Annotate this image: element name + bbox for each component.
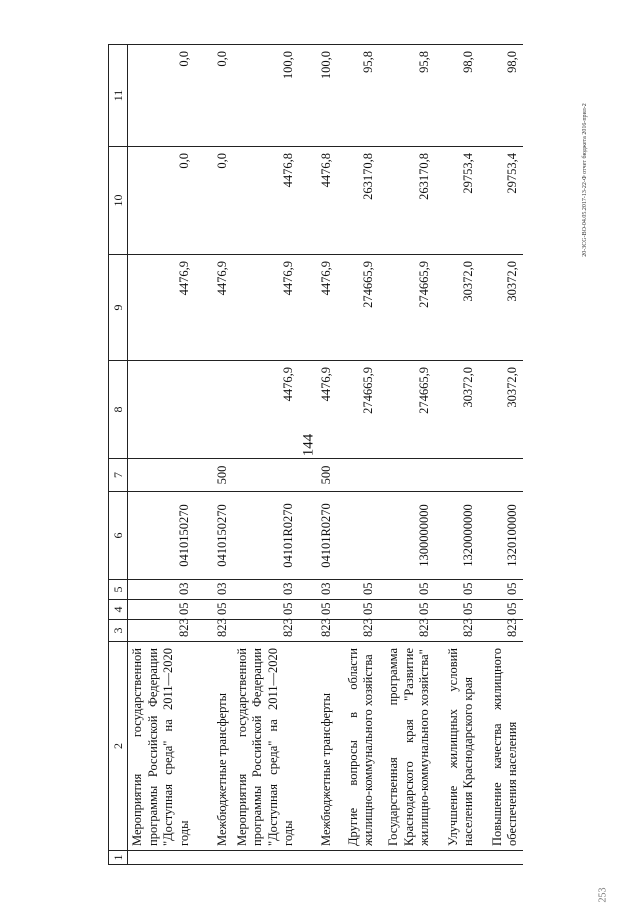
row-value-cell: 823 — [379, 620, 435, 642]
row-value-cell: 05 — [299, 600, 337, 620]
col-header: 6 — [109, 492, 128, 580]
row-value-cell — [195, 361, 233, 459]
col-header: 3 — [109, 620, 128, 642]
row-value-cell: 4476,8 — [233, 147, 300, 255]
col-header: 11 — [109, 45, 128, 147]
row-value-cell: 4476,8 — [299, 147, 337, 255]
row-value-cell: 05 — [379, 600, 435, 620]
row-value-cell — [128, 851, 195, 865]
row-value-cell: 1320000000 — [435, 492, 479, 580]
budget-table — [108, 44, 523, 865]
row-value-cell — [195, 851, 233, 865]
col-header: 2 — [109, 642, 128, 851]
row-value-cell: 0,0 — [128, 147, 195, 255]
row-value-cell: 98,0 — [479, 45, 523, 147]
budget-table-rotated — [108, 45, 532, 865]
row-value-cell — [128, 361, 195, 459]
row-value-cell — [479, 459, 523, 492]
row-value-cell: 03 — [128, 580, 195, 600]
table-row — [128, 45, 195, 865]
table-header — [109, 45, 128, 865]
row-value-cell: 05 — [233, 600, 300, 620]
row-value-cell: 05 — [128, 600, 195, 620]
page-number: 144 — [300, 433, 317, 457]
row-value-cell: 4476,9 — [233, 361, 300, 459]
row-value-cell: 500 — [299, 459, 337, 492]
sheet-number: 253 — [597, 887, 609, 903]
row-value-cell — [435, 459, 479, 492]
row-value-cell — [233, 459, 300, 492]
row-value-cell: 274665,9 — [337, 361, 379, 459]
col-header: 8 — [109, 361, 128, 459]
row-value-cell — [479, 851, 523, 865]
row-value-cell: 500 — [195, 459, 233, 492]
col-header: 10 — [109, 147, 128, 255]
row-value-cell: 4476,9 — [128, 255, 195, 361]
row-name-cell: Межбюджетные трансферты — [195, 642, 233, 851]
row-name-cell: Улучшение жилищных условий населения Краснодарского края — [435, 642, 479, 851]
row-value-cell: 823 — [233, 620, 300, 642]
row-value-cell: 823 — [479, 620, 523, 642]
row-value-cell: 4476,9 — [299, 361, 337, 459]
row-value-cell — [299, 851, 337, 865]
row-value-cell: 29753,4 — [435, 147, 479, 255]
row-value-cell: 30372,0 — [479, 255, 523, 361]
row-value-cell: 823 — [128, 620, 195, 642]
row-value-cell: 05 — [479, 580, 523, 600]
row-value-cell — [128, 459, 195, 492]
row-value-cell — [379, 459, 435, 492]
table-row — [233, 45, 300, 865]
row-value-cell: 95,8 — [337, 45, 379, 147]
row-value-cell: 30372,0 — [435, 255, 479, 361]
table-row — [379, 45, 435, 865]
table-row — [435, 45, 479, 865]
row-name-cell: Мероприятия государственной программы Российской Федерации "Доступная среда" на 2011—2020 годы — [233, 642, 300, 851]
row-value-cell: 98,0 — [435, 45, 479, 147]
col-header: 9 — [109, 255, 128, 361]
row-value-cell: 03 — [195, 580, 233, 600]
row-value-cell: 263170,8 — [337, 147, 379, 255]
row-value-cell: 05 — [479, 600, 523, 620]
table-body — [128, 45, 524, 865]
col-header: 1 — [109, 851, 128, 865]
row-value-cell: 29753,4 — [479, 147, 523, 255]
row-value-cell: 823 — [435, 620, 479, 642]
row-value-cell: 100,0 — [233, 45, 300, 147]
row-value-cell: 0410150270 — [128, 492, 195, 580]
table-row — [479, 45, 523, 865]
row-value-cell: 263170,8 — [379, 147, 435, 255]
row-value-cell: 823 — [299, 620, 337, 642]
row-value-cell: 0,0 — [195, 147, 233, 255]
row-value-cell: 30372,0 — [479, 361, 523, 459]
row-value-cell — [233, 851, 300, 865]
row-value-cell — [337, 851, 379, 865]
row-value-cell — [337, 492, 379, 580]
row-value-cell: 05 — [435, 600, 479, 620]
row-value-cell: 4476,9 — [299, 255, 337, 361]
row-value-cell: 274665,9 — [337, 255, 379, 361]
row-value-cell: 274665,9 — [379, 255, 435, 361]
row-value-cell: 04101R0270 — [233, 492, 300, 580]
row-value-cell: 0,0 — [128, 45, 195, 147]
row-name-cell: Межбюджетные трансферты — [299, 642, 337, 851]
col-header: 7 — [109, 459, 128, 492]
row-value-cell: 823 — [195, 620, 233, 642]
row-value-cell — [337, 459, 379, 492]
row-value-cell: 05 — [435, 580, 479, 600]
table-row — [195, 45, 233, 865]
row-value-cell: 4476,9 — [233, 255, 300, 361]
col-header: 5 — [109, 580, 128, 600]
row-value-cell: 823 — [337, 620, 379, 642]
row-name-cell: Повышение качества жилищного обеспечения населения — [479, 642, 523, 851]
table-row — [299, 45, 337, 865]
row-value-cell: 1320100000 — [479, 492, 523, 580]
row-value-cell: 100,0 — [299, 45, 337, 147]
row-value-cell: 03 — [233, 580, 300, 600]
footer-code: 20-3CG-BO-04.05.2017-13-22-Ф отчет бюджета 2016-прил-2 — [582, 103, 588, 257]
row-value-cell — [435, 851, 479, 865]
row-value-cell: 05 — [379, 580, 435, 600]
row-value-cell: 04101R0270 — [299, 492, 337, 580]
row-name-cell: Другие вопросы в области жилищно-коммунального хозяйства — [337, 642, 379, 851]
row-value-cell: 05 — [195, 600, 233, 620]
row-value-cell: 03 — [299, 580, 337, 600]
row-name-cell: Мероприятия государственной программы Российской Федерации "Доступная среда" на 2011—2020 годы — [128, 642, 195, 851]
row-value-cell: 30372,0 — [435, 361, 479, 459]
row-value-cell — [379, 851, 435, 865]
table-row — [337, 45, 379, 865]
row-value-cell: 05 — [337, 580, 379, 600]
row-name-cell: Государственная программа Краснодарского края "Развитие жилищно-коммунального хозяйства" — [379, 642, 435, 851]
row-value-cell: 95,8 — [379, 45, 435, 147]
row-value-cell: 4476,9 — [195, 255, 233, 361]
col-header: 4 — [109, 600, 128, 620]
row-value-cell: 274665,9 — [379, 361, 435, 459]
row-value-cell: 0,0 — [195, 45, 233, 147]
row-value-cell: 1300000000 — [379, 492, 435, 580]
row-value-cell: 05 — [337, 600, 379, 620]
row-value-cell: 0410150270 — [195, 492, 233, 580]
